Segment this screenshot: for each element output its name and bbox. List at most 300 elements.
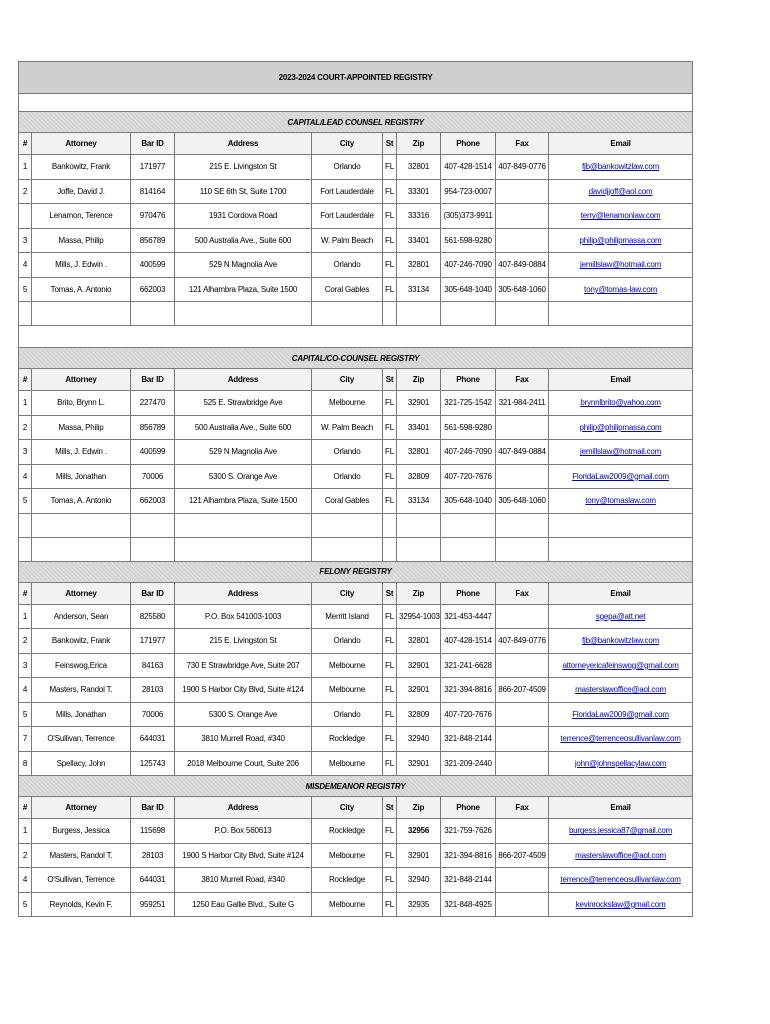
cell-fax xyxy=(496,653,549,678)
cell-email[interactable] xyxy=(549,868,693,893)
table-row xyxy=(19,440,693,465)
cell-phone: 305-648-1040 xyxy=(441,489,496,514)
column-header: Fax xyxy=(496,582,549,604)
column-header: St xyxy=(383,133,397,155)
cell-attorney: Lenamon, Terence xyxy=(32,204,131,229)
column-header: Address xyxy=(175,133,312,155)
cell-fax xyxy=(496,702,549,727)
cell-attorney: Mills, Jonathan xyxy=(32,702,131,727)
cell-bar-id: 171977 xyxy=(131,629,175,654)
email-link[interactable]: davidjjoff@aol.com xyxy=(588,186,653,196)
cell-fax: 321-984-2411 xyxy=(496,391,549,416)
cell-phone: 321-209-2440 xyxy=(441,751,496,776)
cell-attorney: Massa, Philip xyxy=(32,415,131,440)
cell-bar-id: 171977 xyxy=(131,155,175,180)
cell-city: Orlando xyxy=(312,464,383,489)
column-header: Phone xyxy=(441,133,496,155)
column-header: City xyxy=(312,369,383,391)
column-header: # xyxy=(19,797,32,819)
empty-cell xyxy=(441,302,496,326)
cell-zip: 33401 xyxy=(397,228,441,253)
column-header: Fax xyxy=(496,797,549,819)
cell-address: 3810 Murrell Road, #340 xyxy=(175,727,312,752)
cell-num: 3 xyxy=(19,440,32,465)
cell-num: 4 xyxy=(19,868,32,893)
cell-address: 1900 S Harbor City Blvd, Suite #124 xyxy=(175,843,312,868)
cell-attorney: Anderson, Sean xyxy=(32,604,131,629)
email-link[interactable]: tony@tomas-law.com xyxy=(584,284,658,294)
cell-zip: 32935 xyxy=(397,892,441,917)
cell-fax: 866-207-4509 xyxy=(496,678,549,703)
email-link[interactable]: jemillslaw@hotmail.com xyxy=(580,447,662,457)
cell-st: FL xyxy=(383,277,397,302)
table-row xyxy=(19,702,693,727)
empty-cell xyxy=(397,302,441,326)
empty-cell xyxy=(312,513,383,537)
email-link[interactable]: john@johnspellacylaw.com xyxy=(574,758,667,768)
empty-row xyxy=(19,302,693,326)
cell-bar-id: 814164 xyxy=(131,179,175,204)
cell-email[interactable] xyxy=(549,819,693,844)
cell-email[interactable] xyxy=(549,702,693,727)
cell-st: FL xyxy=(383,868,397,893)
cell-zip: 32801 xyxy=(397,440,441,465)
cell-attorney: Joffe, David J. xyxy=(32,179,131,204)
table-row xyxy=(19,678,693,703)
column-header: Attorney xyxy=(32,369,131,391)
email-link[interactable]: attorneyericafeinswog@gmail.com xyxy=(562,660,679,670)
cell-st: FL xyxy=(383,843,397,868)
cell-fax xyxy=(496,751,549,776)
column-header: St xyxy=(383,369,397,391)
column-header: Phone xyxy=(441,369,496,391)
table-row xyxy=(19,391,693,416)
cell-attorney: Mills, J. Edwin . xyxy=(32,253,131,278)
cell-city: Melbourne xyxy=(312,892,383,917)
cell-fax xyxy=(496,892,549,917)
blank-cell xyxy=(19,94,693,112)
cell-st: FL xyxy=(383,228,397,253)
cell-city: Orlando xyxy=(312,253,383,278)
column-header: Zip xyxy=(397,582,441,604)
table-row xyxy=(19,892,693,917)
table-row xyxy=(19,179,693,204)
cell-city: Melbourne xyxy=(312,751,383,776)
cell-phone: 321-848-2144 xyxy=(441,868,496,893)
cell-num: 7 xyxy=(19,727,32,752)
email-link[interactable]: masterslawoffice@aol.com xyxy=(575,685,666,695)
section-header-row xyxy=(19,348,693,369)
cell-address: 500 Australia Ave., Suite 600 xyxy=(175,228,312,253)
column-header: City xyxy=(312,133,383,155)
cell-attorney: Brito, Brynn L. xyxy=(32,391,131,416)
cell-num: 5 xyxy=(19,892,32,917)
email-link[interactable]: fjb@bankowitzlaw.com xyxy=(582,636,660,646)
cell-st: FL xyxy=(383,489,397,514)
cell-bar-id: 28103 xyxy=(131,843,175,868)
cell-bar-id: 400599 xyxy=(131,253,175,278)
cell-attorney: Massa, Philip xyxy=(32,228,131,253)
table-row xyxy=(19,868,693,893)
cell-attorney: O'Sullivan, Terrence xyxy=(32,868,131,893)
cell-bar-id: 28103 xyxy=(131,678,175,703)
email-link[interactable]: terrence@terrenceosullivanlaw.com xyxy=(560,875,681,885)
cell-st: FL xyxy=(383,629,397,654)
cell-st: FL xyxy=(383,727,397,752)
cell-address: P.O. Box 560613 xyxy=(175,819,312,844)
cell-bar-id: 70006 xyxy=(131,464,175,489)
cell-address: 121 Alhambra Plaza, Suite 1500 xyxy=(175,489,312,514)
cell-st: FL xyxy=(383,179,397,204)
cell-st: FL xyxy=(383,440,397,465)
empty-cell xyxy=(131,537,175,561)
cell-email[interactable] xyxy=(549,464,693,489)
section-title: CAPITAL/CO-COUNSEL REGISTRY xyxy=(19,348,693,369)
email-link[interactable]: philip@philipmassa.com xyxy=(579,422,662,432)
cell-email[interactable] xyxy=(549,843,693,868)
column-header-row xyxy=(19,133,693,155)
column-header-row xyxy=(19,582,693,604)
cell-zip: 32901 xyxy=(397,391,441,416)
empty-cell xyxy=(383,537,397,561)
table-row xyxy=(19,489,693,514)
cell-phone: 407-246-7090 xyxy=(441,440,496,465)
cell-bar-id: 856789 xyxy=(131,415,175,440)
empty-cell xyxy=(312,302,383,326)
cell-bar-id: 227470 xyxy=(131,391,175,416)
cell-zip: 33134 xyxy=(397,489,441,514)
cell-address: 1900 S Harbor City Blvd, Suite #124 xyxy=(175,678,312,703)
cell-fax xyxy=(496,228,549,253)
cell-attorney: O'Sullivan, Terrence xyxy=(32,727,131,752)
cell-address: 1931 Cordova Road xyxy=(175,204,312,229)
cell-st: FL xyxy=(383,678,397,703)
email-link[interactable]: brynnlbrito@yahoo.com xyxy=(580,398,661,408)
cell-st: FL xyxy=(383,604,397,629)
cell-fax xyxy=(496,819,549,844)
table-row xyxy=(19,464,693,489)
cell-email[interactable] xyxy=(549,489,693,514)
cell-attorney: Masters, Randol T. xyxy=(32,843,131,868)
cell-city: Rockledge xyxy=(312,819,383,844)
cell-address: 121 Alhambra Plaza, Suite 1500 xyxy=(175,277,312,302)
table-row xyxy=(19,204,693,229)
cell-zip: 32901 xyxy=(397,843,441,868)
cell-city: W. Palm Beach xyxy=(312,228,383,253)
cell-num: 3 xyxy=(19,228,32,253)
cell-bar-id: 115698 xyxy=(131,819,175,844)
cell-st: FL xyxy=(383,751,397,776)
cell-city: Coral Gables xyxy=(312,277,383,302)
email-link[interactable]: terry@lenamonlaw.com xyxy=(580,211,661,221)
cell-num: 1 xyxy=(19,155,32,180)
column-header: Attorney xyxy=(32,797,131,819)
cell-num: 2 xyxy=(19,179,32,204)
email-link[interactable]: FloridaLaw2009@gmail.com xyxy=(572,709,669,719)
cell-bar-id: 959251 xyxy=(131,892,175,917)
cell-email[interactable] xyxy=(549,204,693,229)
cell-bar-id: 662003 xyxy=(131,489,175,514)
cell-bar-id: 970476 xyxy=(131,204,175,229)
empty-cell xyxy=(441,537,496,561)
cell-zip: 32801 xyxy=(397,155,441,180)
cell-city: Orlando xyxy=(312,629,383,654)
cell-phone: 954-723-0007 xyxy=(441,179,496,204)
cell-email[interactable] xyxy=(549,751,693,776)
email-link[interactable]: jemillslaw@hotmail.com xyxy=(580,260,662,270)
cell-fax xyxy=(496,727,549,752)
cell-zip: 33301 xyxy=(397,179,441,204)
cell-num: 3 xyxy=(19,653,32,678)
empty-cell xyxy=(496,537,549,561)
cell-email[interactable] xyxy=(549,415,693,440)
cell-st: FL xyxy=(383,464,397,489)
cell-zip: 32940 xyxy=(397,868,441,893)
column-header: Zip xyxy=(397,797,441,819)
cell-num: 4 xyxy=(19,253,32,278)
cell-phone: 407-428-1514 xyxy=(441,155,496,180)
empty-cell xyxy=(19,302,32,326)
column-header: City xyxy=(312,797,383,819)
cell-address: 529 N Magnolia Ave xyxy=(175,440,312,465)
cell-city: Merritt Island xyxy=(312,604,383,629)
table-row xyxy=(19,751,693,776)
cell-st: FL xyxy=(383,702,397,727)
cell-address: 529 N Magnolia Ave xyxy=(175,253,312,278)
cell-st: FL xyxy=(383,415,397,440)
cell-city: Melbourne xyxy=(312,678,383,703)
cell-city: Rockledge xyxy=(312,868,383,893)
cell-bar-id: 644031 xyxy=(131,727,175,752)
cell-attorney: Bankowitz, Frank xyxy=(32,155,131,180)
cell-attorney: Feinswog,Erica xyxy=(32,653,131,678)
cell-fax: 305-648-1060 xyxy=(496,277,549,302)
column-header: Email xyxy=(549,133,693,155)
cell-email[interactable] xyxy=(549,653,693,678)
cell-email[interactable] xyxy=(549,604,693,629)
cell-fax xyxy=(496,604,549,629)
cell-zip: 32809 xyxy=(397,464,441,489)
cell-st: FL xyxy=(383,653,397,678)
cell-city: Orlando xyxy=(312,702,383,727)
cell-st: FL xyxy=(383,155,397,180)
cell-email[interactable] xyxy=(549,892,693,917)
page-title: 2023-2024 COURT-APPOINTED REGISTRY xyxy=(19,62,693,94)
table-row xyxy=(19,843,693,868)
title-row xyxy=(19,62,693,94)
cell-zip: 32801 xyxy=(397,629,441,654)
cell-fax: 407-849-0884 xyxy=(496,440,549,465)
cell-attorney: Masters, Randol T. xyxy=(32,678,131,703)
cell-attorney: Reynolds, Kevin F. xyxy=(32,892,131,917)
column-header: Fax xyxy=(496,369,549,391)
email-link[interactable]: terrence@terrenceosullivanlaw.com xyxy=(560,734,681,744)
cell-email[interactable] xyxy=(549,277,693,302)
cell-attorney: Tomas, A. Antonio xyxy=(32,489,131,514)
cell-address: 5300 S. Orange Ave xyxy=(175,702,312,727)
section-title: MISDEMEANOR REGISTRY xyxy=(19,776,693,797)
cell-phone: 321-848-4925 xyxy=(441,892,496,917)
email-link[interactable]: kevinrockslaw@gmail.com xyxy=(575,899,666,909)
email-link[interactable]: tony@tomaslaw.com xyxy=(585,496,656,506)
cell-num: 1 xyxy=(19,604,32,629)
cell-email[interactable] xyxy=(549,727,693,752)
cell-address: P.O. Box 541003-1003 xyxy=(175,604,312,629)
table-row xyxy=(19,253,693,278)
cell-email[interactable] xyxy=(549,253,693,278)
cell-email[interactable] xyxy=(549,228,693,253)
column-header: Zip xyxy=(397,369,441,391)
email-link[interactable]: burgess.jessica87@gmail.com xyxy=(568,826,673,836)
empty-cell xyxy=(496,302,549,326)
empty-cell xyxy=(131,513,175,537)
cell-phone: 321-453-4447 xyxy=(441,604,496,629)
gap-cell xyxy=(19,326,693,348)
email-link[interactable]: fjb@bankowitzlaw.com xyxy=(582,162,660,172)
cell-address: 3810 Murrell Road, #340 xyxy=(175,868,312,893)
column-header: Bar ID xyxy=(131,133,175,155)
section-title: FELONY REGISTRY xyxy=(19,561,693,582)
email-link[interactable]: sgepa@att.net xyxy=(595,611,646,621)
cell-phone: 561-598-9280 xyxy=(441,415,496,440)
cell-zip: 32901 xyxy=(397,751,441,776)
empty-cell xyxy=(32,302,131,326)
empty-cell xyxy=(175,302,312,326)
cell-phone: 321-394-8816 xyxy=(441,678,496,703)
section-title: CAPITAL/LEAD COUNSEL REGISTRY xyxy=(19,112,693,133)
cell-email[interactable] xyxy=(549,629,693,654)
cell-email[interactable] xyxy=(549,678,693,703)
column-header: St xyxy=(383,582,397,604)
cell-num: 1 xyxy=(19,819,32,844)
cell-email[interactable] xyxy=(549,391,693,416)
cell-city: Melbourne xyxy=(312,653,383,678)
cell-zip: 32901 xyxy=(397,653,441,678)
cell-num: 5 xyxy=(19,489,32,514)
column-header: # xyxy=(19,133,32,155)
empty-cell xyxy=(32,537,131,561)
cell-phone: 407-428-1514 xyxy=(441,629,496,654)
table-row xyxy=(19,277,693,302)
cell-phone: 407-720-7676 xyxy=(441,464,496,489)
cell-fax xyxy=(496,179,549,204)
empty-cell xyxy=(32,513,131,537)
cell-phone: 305-648-1040 xyxy=(441,277,496,302)
cell-bar-id: 856789 xyxy=(131,228,175,253)
cell-fax: 407-849-0884 xyxy=(496,253,549,278)
email-link[interactable]: philip@philipmassa.com xyxy=(579,235,662,245)
cell-bar-id: 400599 xyxy=(131,440,175,465)
cell-zip: 32801 xyxy=(397,253,441,278)
column-header: Zip xyxy=(397,133,441,155)
empty-cell xyxy=(19,513,32,537)
empty-cell xyxy=(312,537,383,561)
cell-phone: 407-720-7676 xyxy=(441,702,496,727)
cell-phone: 321-241-6628 xyxy=(441,653,496,678)
cell-num: 4 xyxy=(19,678,32,703)
cell-num: 5 xyxy=(19,277,32,302)
cell-city: Melbourne xyxy=(312,843,383,868)
cell-fax: 407-849-0776 xyxy=(496,155,549,180)
cell-zip: 33134 xyxy=(397,277,441,302)
column-header: Address xyxy=(175,797,312,819)
cell-num: 5 xyxy=(19,702,32,727)
cell-city: Fort Lauderdale xyxy=(312,179,383,204)
cell-fax xyxy=(496,868,549,893)
cell-num: 2 xyxy=(19,629,32,654)
cell-st: FL xyxy=(383,391,397,416)
column-header: # xyxy=(19,369,32,391)
cell-num xyxy=(19,204,32,229)
cell-email[interactable] xyxy=(549,179,693,204)
cell-city: Orlando xyxy=(312,440,383,465)
cell-address: 525 E. Strawbridge Ave xyxy=(175,391,312,416)
cell-st: FL xyxy=(383,819,397,844)
empty-cell xyxy=(175,513,312,537)
table-row xyxy=(19,629,693,654)
column-header: Email xyxy=(549,797,693,819)
cell-bar-id: 70006 xyxy=(131,702,175,727)
cell-address: 5300 S. Orange Ave xyxy=(175,464,312,489)
cell-bar-id: 84163 xyxy=(131,653,175,678)
email-link[interactable]: FloridaLaw2009@gmail.com xyxy=(572,471,669,481)
cell-address: 2018 Melbourne Court, Suite 206 xyxy=(175,751,312,776)
column-header: Attorney xyxy=(32,133,131,155)
cell-zip: 32901 xyxy=(397,678,441,703)
cell-city: Rockledge xyxy=(312,727,383,752)
cell-phone: 321-759-7626 xyxy=(441,819,496,844)
empty-row xyxy=(19,537,693,561)
table-row xyxy=(19,228,693,253)
cell-phone: 407-246-7090 xyxy=(441,253,496,278)
empty-row xyxy=(19,513,693,537)
column-header: Address xyxy=(175,582,312,604)
cell-num: 2 xyxy=(19,415,32,440)
cell-address: 1250 Eau Gallie Blvd., Suite G xyxy=(175,892,312,917)
cell-city: W. Palm Beach xyxy=(312,415,383,440)
cell-st: FL xyxy=(383,253,397,278)
cell-fax: 866-207-4509 xyxy=(496,843,549,868)
cell-zip: 33401 xyxy=(397,415,441,440)
cell-zip: 33316 xyxy=(397,204,441,229)
cell-fax: 407-849-0776 xyxy=(496,629,549,654)
column-header: Email xyxy=(549,582,693,604)
email-link[interactable]: masterslawoffice@aol.com xyxy=(575,850,666,860)
empty-cell xyxy=(383,513,397,537)
column-header: Address xyxy=(175,369,312,391)
cell-fax: 305-648-1060 xyxy=(496,489,549,514)
column-header-row xyxy=(19,797,693,819)
cell-zip: 32809 xyxy=(397,702,441,727)
section-header-row xyxy=(19,561,693,582)
column-header: Bar ID xyxy=(131,582,175,604)
cell-zip: 32940 xyxy=(397,727,441,752)
cell-address: 215 E. Livingston St xyxy=(175,155,312,180)
cell-bar-id: 644031 xyxy=(131,868,175,893)
cell-phone: 321-394-8816 xyxy=(441,843,496,868)
empty-cell xyxy=(441,513,496,537)
table-row xyxy=(19,155,693,180)
column-header: St xyxy=(383,797,397,819)
cell-city: Orlando xyxy=(312,155,383,180)
cell-email[interactable] xyxy=(549,155,693,180)
cell-phone: 321-848-2144 xyxy=(441,727,496,752)
cell-address: 500 Australia Ave., Suite 600 xyxy=(175,415,312,440)
cell-email[interactable] xyxy=(549,440,693,465)
cell-city: Fort Lauderdale xyxy=(312,204,383,229)
column-header: Phone xyxy=(441,582,496,604)
column-header: Attorney xyxy=(32,582,131,604)
